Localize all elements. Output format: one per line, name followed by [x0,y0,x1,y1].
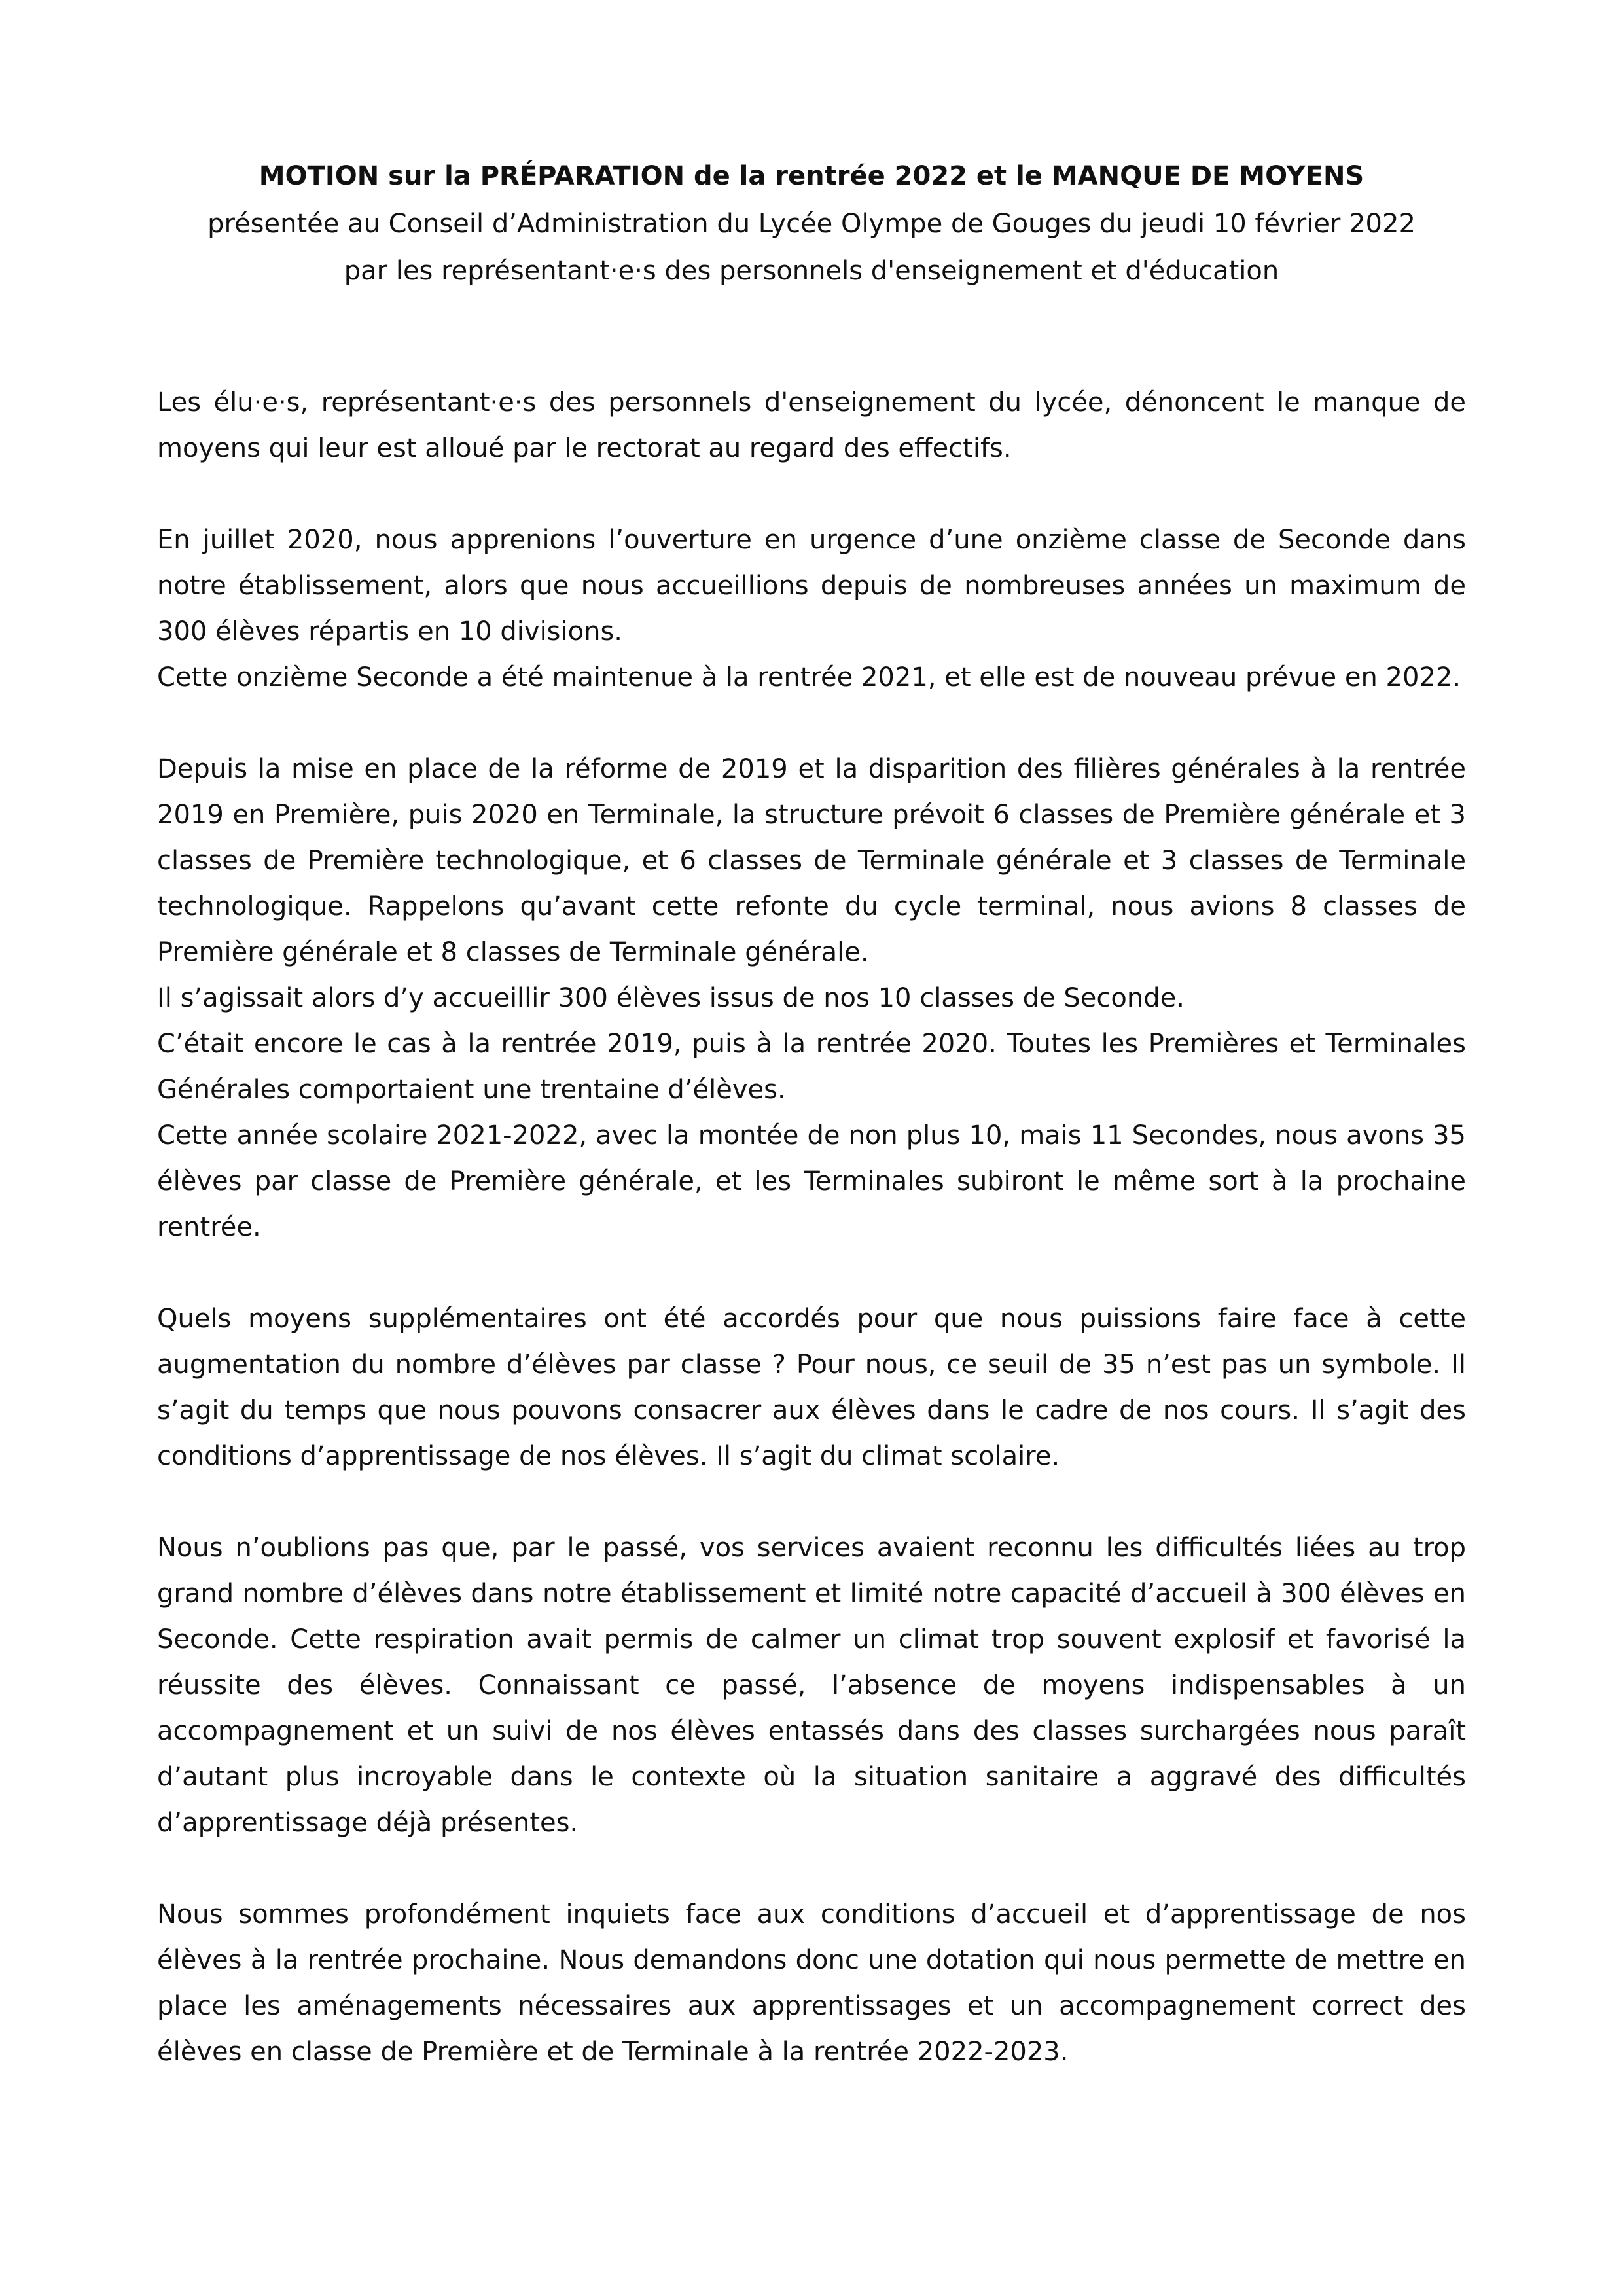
paragraph-line: Nous sommes profondément inquiets face aux conditions d’accueil et d’apprentissage de nos élèves à la rentrée prochaine. Nous demandons donc une dotation qui nous permette de mettre en place les aménagements nécessaires aux apprentissages et un accompagnement correct des élèves en classe de Première et de Terminale à la rentrée 2022-2023. [157,1899,1466,2067]
paragraph [157,517,1466,700]
document-header [157,152,1466,295]
paragraph-line: Cette onzième Seconde a été maintenue à la rentrée 2021, et elle est de nouveau prévue en 2022. [157,662,1461,692]
paragraph [157,1892,1466,2075]
paragraph-line: En juillet 2020, nous apprenions l’ouverture en urgence d’une onzième classe de Seconde dans notre établissement, alors que nous accueillions depuis de nombreuses années un maximum de 300 élèves répartis en 10 divisions. [157,525,1466,647]
paragraph-line: C’était encore le cas à la rentrée 2019, puis à la rentrée 2020. Toutes les Premières et Terminales Générales comportaient une trentaine d’élèves. [157,1029,1466,1105]
paragraph [157,1525,1466,1846]
paragraph-line: Les élu·e·s, représentant·e·s des personnels d'enseignement du lycée, dénoncent le manque de moyens qui leur est alloué par le rectorat au regard des effectifs. [157,387,1466,463]
paragraph-line: Nous n’oublions pas que, par le passé, vos services avaient reconnu les difficultés liées au trop grand nombre d’élèves dans notre établissement et limité notre capacité d’accueil à 300 élèves en Seconde. Cette respiration avait permis de calmer un climat trop souvent explosif et favorisé la réussite des élèves. Connaissant ce passé, l’absence de moyens indispensables à un accompagnement et un suivi de nos élèves entassés dans des classes surchargées nous paraît d’autant plus incroyable dans le contexte où la situation sanitaire a aggravé des difficultés d’apprentissage déjà présentes. [157,1533,1466,1838]
document-body [157,380,1466,2121]
paragraph-line: Quels moyens supplémentaires ont été accordés pour que nous puissions faire face à cette augmentation du nombre d’élèves par classe ? Pour nous, ce seuil de 35 n’est pas un symbole. Il s’agit du temps que nous pouvons consacrer aux élèves dans le cadre de nos cours. Il s’agit des conditions d’apprentissage de nos élèves. Il s’agit du climat scolaire. [157,1304,1466,1471]
paragraph [157,746,1466,1250]
document-subtitle: présentée au Conseil d’Administration du Lycée Olympe de Gouges du jeudi 10 février 2022 [207,209,1416,239]
document-authors: par les représentant·e·s des personnels d'enseignement et d'éducation [344,256,1279,286]
paragraph [157,380,1466,471]
paragraph-line: Cette année scolaire 2021-2022, avec la montée de non plus 10, mais 11 Secondes, nous avons 35 élèves par classe de Première générale, et les Terminales subiront le même sort à la prochaine rentrée. [157,1121,1466,1242]
paragraph [157,1296,1466,1479]
paragraph-line: Depuis la mise en place de la réforme de 2019 et la disparition des filières générales à la rentrée 2019 en Première, puis 2020 en Terminale, la structure prévoit 6 classes de Première générale et 3 classes de Première technologique, et 6 classes de Terminale générale et 3 classes de Terminale technologique. Rappelons qu’avant cette refonte du cycle terminal, nous avions 8 classes de Première générale et 8 classes de Terminale générale. [157,754,1466,967]
paragraph-line: Il s’agissait alors d’y accueillir 300 élèves issus de nos 10 classes de Seconde. [157,983,1185,1013]
document-title: MOTION sur la PRÉPARATION de la rentrée 2022 et le MANQUE DE MOYENS [259,161,1364,191]
